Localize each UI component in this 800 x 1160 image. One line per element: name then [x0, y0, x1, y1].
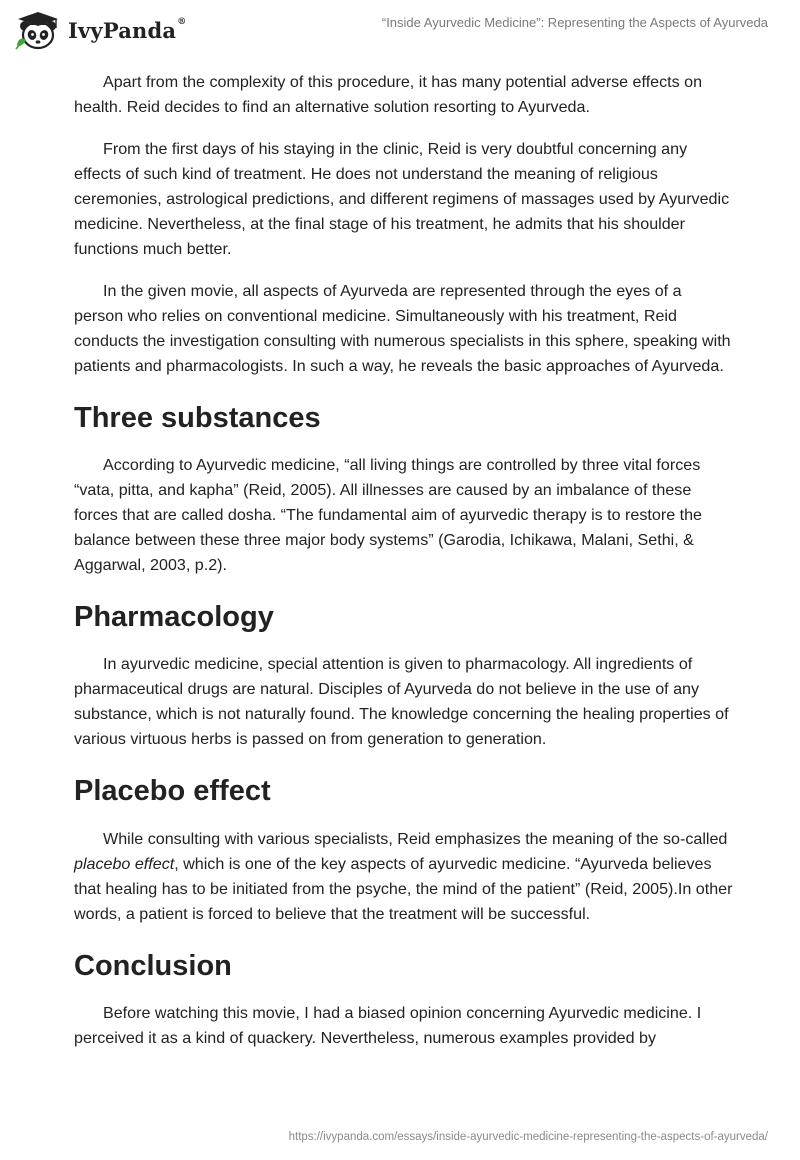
paragraph-procedure: Apart from the complexity of this procedure, it has many potential adverse effects on health. Reid decides to find an alternative solution resorting to Ayurveda.	[74, 73, 703, 116]
registered-mark: ®	[177, 16, 187, 27]
panda-graduate-icon	[14, 8, 64, 52]
paragraph-movie-aspects: In the given movie, all aspects of Ayurveda are represented through the eyes of a person who relies on conventional medicine. Simultaneously with his treatment, Reid conducts the investigation consulting with numerous specialists in this sphere, speaking with patients and pharmacologists. In such a way, he reveals the basic approaches of Ayurveda.	[74, 282, 731, 375]
heading-three-substances: Three substances	[74, 402, 321, 434]
heading-conclusion: Conclusion	[74, 950, 232, 982]
placebo-text-start: While consulting with various specialists, Reid emphasizes the meaning of the so-called	[103, 830, 728, 848]
heading-placebo-effect: Placebo effect	[74, 775, 271, 807]
ivypanda-logo[interactable]	[14, 8, 186, 52]
essay-body	[74, 70, 734, 1051]
paragraph-first-days: From the first days of his staying in the clinic, Reid is very doubtful concerning any effects of such kind of treatment. He does not understand the meaning of religious ceremonies, astrological predictions, and different regimens of massages used by Ayurvedic medicine. Nevertheless, at the final stage of his treatment, he admits that his shoulder functions much better.	[74, 140, 730, 258]
paragraph-three-substances: According to Ayurvedic medicine, “all living things are controlled by three vital forces “vata, pitta, and kapha” (Reid, 2005). All illnesses are caused by an imbalance of these forces that are called dosha. “The fundamental aim of ayurvedic therapy is to restore the balance between these three major body systems” (Garodia, Ichikawa, Malani, Sethi, & Aggarwal, 2003, p.2).	[74, 456, 702, 574]
placebo-term: placebo effect	[74, 855, 175, 873]
paragraph-pharmacology: In ayurvedic medicine, special attention is given to pharmacology. All ingredients of pharmaceutical drugs are natural. Disciples of Ayurveda do not believe in the use of any substance, which is not naturally found. The knowledge concerning the healing properties of various virtuous herbs is passed on from generation to generation.	[74, 655, 729, 748]
brand-name: IvyPanda®	[68, 16, 187, 43]
paragraph-conclusion: Before watching this movie, I had a biased opinion concerning Ayurvedic medicine. I perceived it as a kind of quackery. Nevertheless, numerous examples provided by	[74, 1004, 702, 1047]
placebo-text-end: , which is one of the key aspects of ayurvedic medicine. “Ayurveda believes that healing has to be initiated from the psyche, the mind of the patient” (Reid, 2005).In other words, a patient is forced to believe that the treatment will be successful.	[74, 855, 733, 923]
paragraph-placebo-effect	[74, 827, 734, 927]
page-header	[0, 0, 800, 60]
heading-pharmacology: Pharmacology	[74, 601, 274, 633]
source-url[interactable]: https://ivypanda.com/essays/inside-ayurvedic-medicine-representing-the-aspects-of-ayurveda/	[288, 1131, 768, 1143]
document-title: “Inside Ayurvedic Medicine”: Representing the Aspects of Ayurveda	[381, 15, 768, 30]
